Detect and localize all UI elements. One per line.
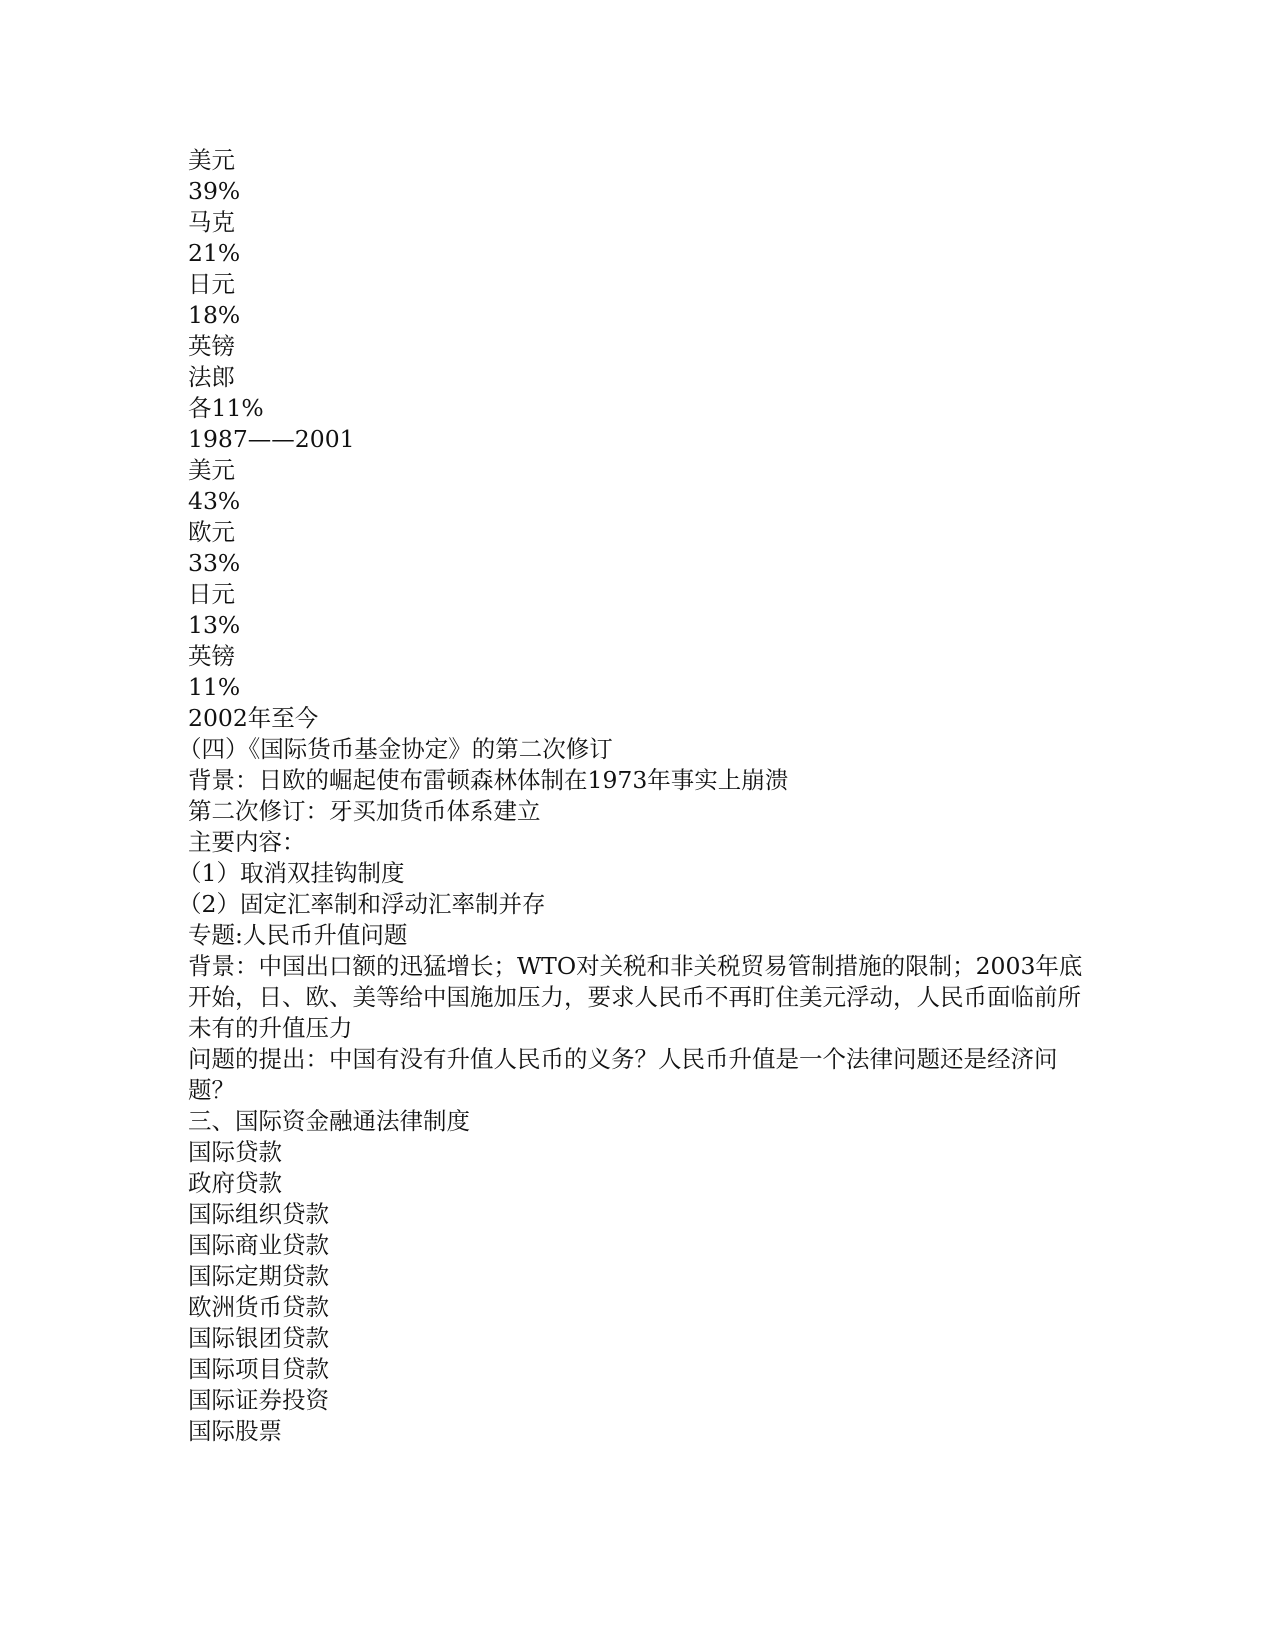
text-line: 11% — [188, 673, 241, 701]
section-heading: （四）《国际货币基金协定》的第二次修订 — [178, 735, 613, 763]
text-line: 欧元 — [188, 518, 235, 546]
text-line: 国际商业贷款 — [188, 1231, 329, 1259]
text-line: 各11% — [188, 394, 264, 422]
text-line: 欧洲货币贷款 — [188, 1293, 329, 1321]
paragraph-question: 问题的提出：中国有没有升值人民币的义务？人民币升值是一个法律问题还是经济问题？ — [188, 1045, 1058, 1104]
text-line: 政府贷款 — [188, 1169, 282, 1197]
document-body — [178, 145, 1088, 1447]
text-line: 国际股票 — [188, 1417, 282, 1445]
text-line: 主要内容： — [188, 828, 306, 856]
text-line: 日元 — [188, 270, 235, 298]
topic-heading: 专题:人民币升值问题 — [188, 921, 408, 949]
text-line: 国际证券投资 — [188, 1386, 329, 1414]
text-line: 33% — [188, 549, 241, 577]
text-line: 背景：日欧的崛起使布雷顿森林体制在1973年事实上崩溃 — [188, 766, 789, 794]
text-line: 43% — [188, 487, 241, 515]
text-line: 英镑 — [188, 642, 235, 670]
section-heading: 三、国际资金融通法律制度 — [188, 1107, 470, 1135]
text-line: 第二次修订：牙买加货币体系建立 — [188, 797, 541, 825]
text-line: 国际银团贷款 — [188, 1324, 329, 1352]
text-line: 39% — [188, 177, 241, 205]
text-line: 国际组织贷款 — [188, 1200, 329, 1228]
text-line: 国际定期贷款 — [188, 1262, 329, 1290]
text-line: 日元 — [188, 580, 235, 608]
text-line: 1987——2001 — [188, 425, 355, 453]
text-line: 马克 — [188, 208, 235, 236]
text-line: 法郎 — [188, 363, 235, 391]
text-line: 18% — [188, 301, 241, 329]
text-line: 21% — [188, 239, 241, 267]
text-line: 国际项目贷款 — [188, 1355, 329, 1383]
text-line: 美元 — [188, 146, 235, 174]
paragraph-background: 背景：中国出口额的迅猛增长；WTO对关税和非关税贸易管制措施的限制；2003年底开始，日、欧、美等给中国施加压力，要求人民币不再盯住美元浮动，人民币面临前所未有的升值压力 — [188, 952, 1083, 1042]
text-line: 13% — [188, 611, 241, 639]
list-item: （2）固定汇率制和浮动汇率制并存 — [178, 890, 546, 918]
list-item: （1）取消双挂钩制度 — [178, 859, 405, 887]
text-line: 2002年至今 — [188, 704, 319, 732]
text-line: 国际贷款 — [188, 1138, 282, 1166]
text-line: 美元 — [188, 456, 235, 484]
text-line: 英镑 — [188, 332, 235, 360]
